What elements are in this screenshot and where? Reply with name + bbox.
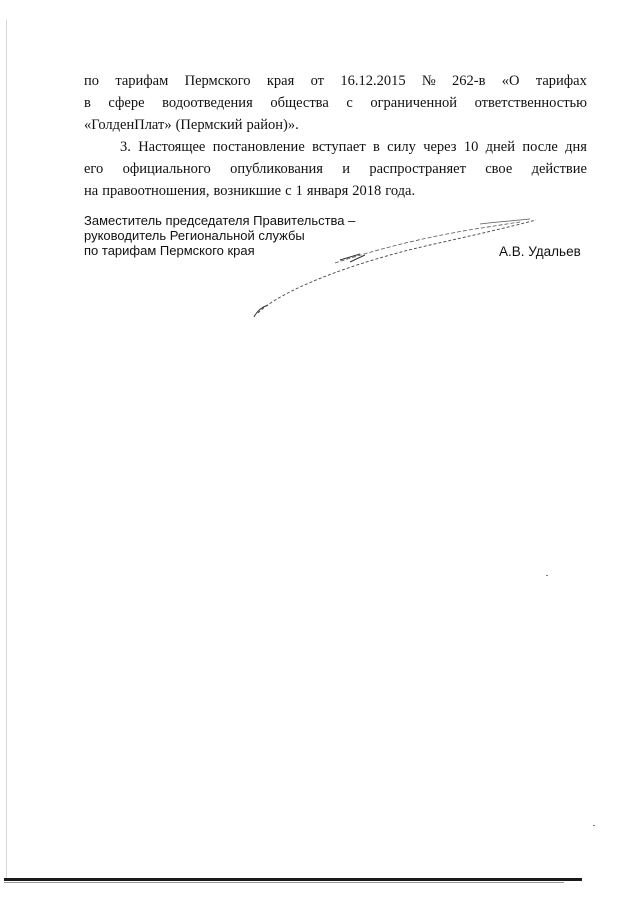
- word: с: [346, 95, 353, 111]
- word: район)».: [246, 117, 299, 133]
- word: года.: [385, 183, 416, 199]
- word: Настоящее: [138, 139, 206, 155]
- word: силу: [387, 139, 416, 155]
- word: 1: [295, 183, 303, 199]
- word: и: [342, 161, 351, 177]
- word: тарифам: [115, 73, 169, 89]
- scan-speck: [546, 575, 548, 576]
- word: на: [84, 183, 99, 199]
- word: после: [522, 139, 558, 155]
- word: по: [84, 73, 100, 89]
- text-line-1: [84, 70, 587, 92]
- word: его: [84, 161, 104, 177]
- word: распространяет: [369, 161, 466, 177]
- word: в: [84, 95, 91, 111]
- word: общества: [270, 95, 329, 111]
- text-line-6: [84, 180, 587, 202]
- footer-rule: [4, 878, 582, 881]
- word: 10: [463, 139, 479, 155]
- word: «ГолденПлат»: [84, 117, 172, 133]
- text-line-3: [84, 114, 587, 136]
- word: официального: [122, 161, 211, 177]
- signatory-title-line: руководитель Региональной службы: [84, 228, 305, 243]
- scan-edge: [6, 20, 7, 880]
- word: ответственностью: [474, 95, 587, 111]
- word: сфере: [108, 95, 145, 111]
- word: опубликования: [230, 161, 323, 177]
- text-line-2: [84, 92, 587, 114]
- word: возникшие: [213, 183, 282, 199]
- word: января: [306, 183, 349, 199]
- word: вступает: [312, 139, 366, 155]
- signatory-title-line: по тарифам Пермского края: [84, 243, 255, 258]
- word: дней: [485, 139, 516, 155]
- word: через: [423, 139, 457, 155]
- word: ограниченной: [370, 95, 457, 111]
- word: действие: [531, 161, 587, 177]
- word: края: [266, 73, 295, 89]
- word: 3.: [120, 139, 131, 155]
- word: 262-в: [452, 73, 486, 89]
- word: 2018: [352, 183, 382, 199]
- word: «О: [501, 73, 520, 89]
- document-body: [84, 70, 587, 202]
- text-line-4: [84, 136, 587, 158]
- word: Пермского: [184, 73, 251, 89]
- text-line-5: [84, 158, 587, 180]
- word: в: [372, 139, 380, 155]
- signer-name: А.В. Удальев: [499, 244, 581, 259]
- handwritten-signature: [240, 205, 550, 325]
- word: постановление: [212, 139, 305, 155]
- word: правоотношения,: [102, 183, 210, 199]
- word: дня: [565, 139, 587, 155]
- scan-speck: [593, 825, 595, 826]
- word: 16.12.2015: [340, 73, 406, 89]
- footer-rule: [4, 882, 564, 883]
- word: №: [421, 73, 436, 89]
- word: с: [285, 183, 292, 199]
- signatory-title-line: Заместитель председателя Правительства –: [84, 213, 356, 228]
- word: тарифах: [535, 73, 587, 89]
- word: водоотведения: [162, 95, 253, 111]
- word: от: [310, 73, 324, 89]
- word: свое: [485, 161, 513, 177]
- word: (Пермский: [175, 117, 243, 133]
